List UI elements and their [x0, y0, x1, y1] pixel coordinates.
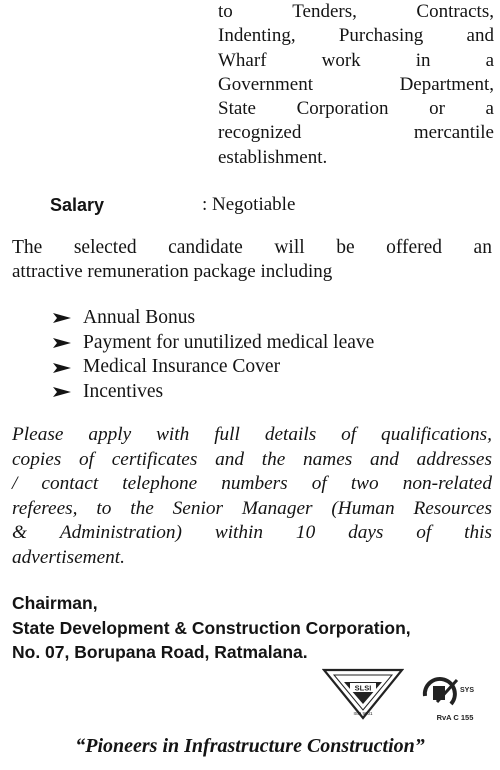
benefit-label: Medical Insurance Cover [83, 356, 281, 378]
word: Purchasing [338, 25, 424, 47]
organization-address: No. 07, Borupana Road, Ratmalana. [12, 642, 308, 662]
word: candidate [168, 237, 243, 258]
word: details [264, 424, 317, 445]
svg-text:SLSI: SLSI [354, 683, 372, 693]
benefit-item [52, 331, 374, 356]
word: with [156, 424, 190, 445]
requirements-line [218, 24, 494, 48]
word: Tenders, [292, 1, 357, 22]
word: certificates [111, 448, 198, 470]
arrow-bullet-icon [52, 386, 72, 398]
word: non-related [402, 473, 492, 494]
word: the [261, 448, 286, 470]
word: recognized [218, 122, 302, 144]
word: selected [73, 237, 137, 258]
word: Resources [413, 497, 492, 519]
word: & [12, 522, 27, 543]
word: of [341, 424, 357, 445]
word: referees, [12, 497, 78, 519]
word: and [466, 25, 494, 47]
word: Corporation [296, 98, 389, 120]
word: days [348, 522, 384, 543]
word: Contracts, [416, 1, 494, 22]
apply-line [12, 497, 492, 522]
slsi-certification-logo [322, 668, 404, 720]
requirements-line [218, 97, 494, 121]
word: or [429, 98, 445, 120]
word: Department, [399, 73, 494, 95]
apply-last-line: advertisement. [12, 546, 125, 568]
benefits-intro [12, 235, 492, 284]
benefit-label: Annual Bonus [83, 307, 196, 328]
requirements-last-line: establishment. [218, 146, 328, 168]
word: qualifications, [381, 424, 492, 445]
word: full [214, 424, 240, 445]
word: offered [386, 237, 443, 258]
apply-line [12, 423, 492, 448]
word: work [321, 49, 361, 71]
word: of [78, 448, 94, 470]
arrow-bullet-icon [52, 337, 72, 349]
salary-label: Salary [50, 195, 105, 215]
svg-text:SYS: SYS [459, 687, 475, 694]
word: addresses [416, 448, 492, 470]
benefit-item [52, 380, 374, 405]
company-tagline: “Pioneers in Infrastructure Construction” [75, 735, 425, 757]
organization-name: State Development & Construction Corporation, [12, 617, 411, 638]
word: within [214, 522, 264, 543]
apply-line [12, 472, 492, 497]
benefit-label: Payment for unutilized medical leave [83, 331, 375, 353]
word: a [485, 49, 494, 71]
word: State [218, 98, 256, 120]
word: be [336, 237, 355, 258]
word: copies [12, 448, 62, 470]
requirements-continued [218, 0, 494, 170]
word: Wharf [218, 49, 267, 71]
arrow-bullet-icon [52, 362, 72, 374]
word: / [12, 473, 18, 494]
signatory-title: Chairman, [12, 593, 98, 613]
word: in [415, 49, 431, 71]
word: Indenting, [218, 25, 296, 47]
word: The [12, 237, 43, 258]
svg-text:ISO 9001: ISO 9001 [353, 711, 373, 716]
apply-line [12, 521, 492, 546]
word: of [311, 473, 327, 494]
word: numbers [221, 473, 288, 494]
requirements-line [218, 49, 494, 73]
word: (Human [331, 497, 395, 519]
word: 10 [295, 522, 316, 543]
accreditation-logo [415, 666, 475, 724]
salary-value: : Negotiable [202, 194, 296, 215]
word: this [464, 522, 492, 543]
word: the [130, 497, 154, 519]
benefits-list [52, 306, 374, 405]
word: names [303, 448, 353, 470]
word: an [473, 237, 492, 258]
word: Manager [241, 497, 313, 519]
apply-line [12, 448, 492, 473]
word: apply [88, 424, 132, 445]
svg-text:RvA C 155: RvA C 155 [436, 713, 474, 722]
signature-block [12, 591, 411, 665]
word: telephone [122, 473, 198, 494]
word: contact [41, 473, 99, 494]
benefit-item [52, 306, 374, 331]
word: Administration) [59, 522, 182, 543]
intro-line [12, 235, 492, 260]
arrow-bullet-icon [52, 312, 72, 324]
word: and [370, 448, 399, 470]
benefit-item [52, 355, 374, 380]
word: a [485, 98, 494, 120]
benefit-label: Incentives [83, 381, 164, 403]
requirements-line [218, 73, 494, 97]
intro-last-line: attractive remuneration package including [12, 261, 333, 282]
word: of [416, 522, 432, 543]
requirements-line [218, 121, 494, 145]
word: to [218, 1, 233, 22]
word: two [350, 473, 379, 494]
word: and [215, 448, 245, 470]
word: to [96, 497, 112, 519]
word: Please [12, 424, 64, 445]
word: Government [218, 73, 313, 95]
word: mercantile [413, 122, 494, 144]
requirements-line [218, 0, 494, 24]
application-instructions [12, 423, 492, 570]
word: will [274, 237, 305, 258]
word: Senior [172, 497, 223, 519]
